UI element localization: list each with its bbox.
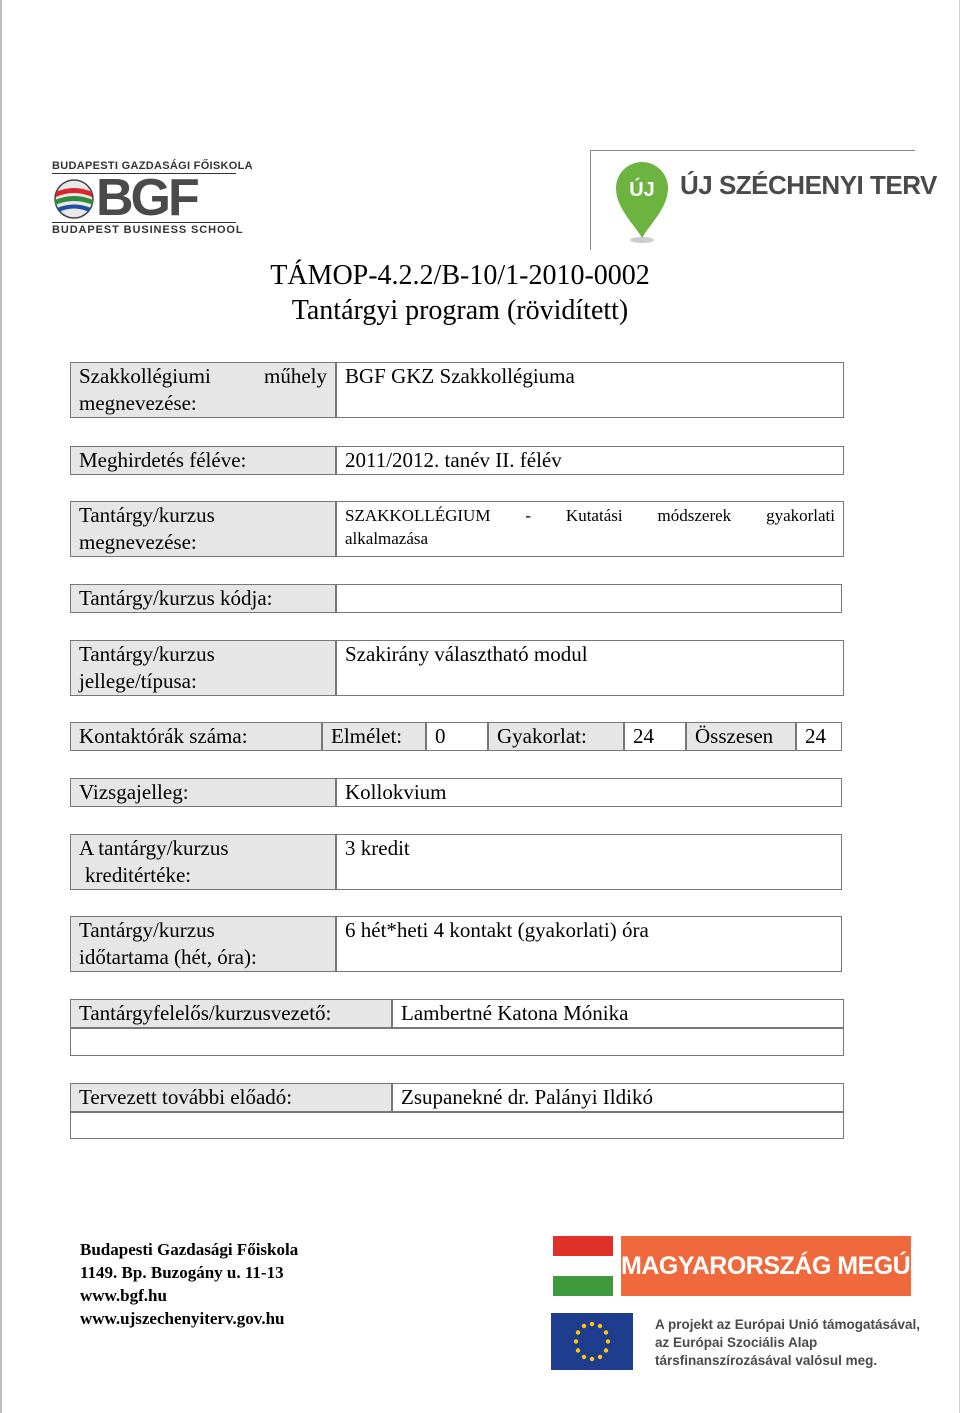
course-name-label-line1: Tantárgy/kurzus xyxy=(79,503,215,527)
workshop-label-part1: Szakkollégiumi xyxy=(79,364,211,388)
duration-value xyxy=(336,916,842,972)
course-type-value xyxy=(336,640,844,696)
responsible-label: Tantárgyfelelős/kurzusvezető: xyxy=(70,999,392,1028)
course-type-label-line1: Tantárgy/kurzus xyxy=(79,642,215,666)
szechenyi-pin-text: ÚJ xyxy=(629,179,655,201)
exam-type-label: Vizsgajelleg: xyxy=(70,778,336,807)
theory-label: Elmélet: xyxy=(322,722,426,751)
credit-label-line2: kreditértéke: xyxy=(85,863,192,887)
duration-value-text: 6 hét*heti 4 kontakt (gyakorlati) óra xyxy=(345,918,649,942)
credit-label xyxy=(70,834,336,890)
footer-link-ujszechenyiterv[interactable]: www.ujszechenyiterv.gov.hu xyxy=(80,1309,285,1328)
szechenyi-logo-text: ÚJ SZÉCHENYI TERV xyxy=(680,170,937,200)
exam-type-value: Kollokvium xyxy=(336,778,842,807)
eu-support-text xyxy=(655,1316,920,1370)
responsible-value: Lambertné Katona Mónika xyxy=(392,999,844,1028)
footer-address xyxy=(80,1238,298,1330)
course-name-value xyxy=(336,501,844,557)
course-name-label xyxy=(70,501,336,557)
bgf-logo-bottom-text: BUDAPEST BUSINESS SCHOOL xyxy=(52,224,244,236)
duration-label-line2: időtartama (hét, óra): xyxy=(79,945,257,969)
footer-link-bgf[interactable]: www.bgf.hu xyxy=(80,1286,167,1305)
course-name-value-line2: alkalmazása xyxy=(345,529,429,548)
footer-street: 1149. Bp. Buzogány u. 11-13 xyxy=(80,1263,284,1282)
lecturer-extra-row xyxy=(70,1112,844,1139)
course-name-label-line2: megnevezése: xyxy=(79,530,197,554)
semester-value: 2011/2012. tanév II. félév xyxy=(336,446,844,475)
bgf-logo-letters: BGF xyxy=(96,169,197,227)
course-code-label: Tantárgy/kurzus kódja: xyxy=(70,584,336,613)
location-pin-icon xyxy=(612,158,672,244)
contact-hours-label: Kontaktórák száma: xyxy=(70,722,322,751)
total-value: 24 xyxy=(796,722,842,751)
bgf-logo-top-text: BUDAPESTI GAZDASÁGI FŐISKOLA xyxy=(52,160,253,172)
bgf-logo xyxy=(52,160,253,236)
lecturer-value: Zsupanekné dr. Palányi Ildikó xyxy=(392,1083,844,1112)
eu-flag-icon xyxy=(551,1313,633,1370)
credit-label-line1: A tantárgy/kurzus xyxy=(79,836,229,860)
eu-support-line3: társfinanszírozásával valósul meg. xyxy=(655,1353,878,1368)
workshop-label xyxy=(70,362,336,418)
page-left-border xyxy=(0,0,2,1413)
semester-label: Meghirdetés féléve: xyxy=(70,446,336,475)
course-name-value-line1: SZAKKOLLÉGIUM - Kutatási módszerek gyakorlati xyxy=(345,506,835,525)
lecturer-label: Tervezett további előadó: xyxy=(70,1083,392,1112)
course-type-value-text: Szakirány választható modul xyxy=(345,642,588,666)
responsible-extra-row xyxy=(70,1028,844,1056)
duration-label xyxy=(70,916,336,972)
bgf-globe-icon xyxy=(52,178,96,220)
workshop-label-part2: műhely xyxy=(264,364,327,388)
total-label: Összesen xyxy=(686,722,796,751)
eu-support-line2: az Európai Szociális Alap xyxy=(655,1335,818,1350)
theory-value: 0 xyxy=(426,722,488,751)
program-title: Tantárgyi program (rövidített) xyxy=(291,295,629,326)
practice-label: Gyakorlat: xyxy=(488,722,624,751)
workshop-label-part3: megnevezése: xyxy=(79,391,197,415)
eu-support-line1: A projekt az Európai Unió támogatásával, xyxy=(655,1317,921,1332)
hungarian-flag-icon xyxy=(553,1236,613,1296)
credit-value xyxy=(336,834,842,890)
course-code-value xyxy=(336,584,842,613)
course-type-label xyxy=(70,640,336,696)
footer-institution: Budapesti Gazdasági Főiskola xyxy=(80,1240,299,1259)
project-code-title: TÁMOP-4.2.2/B-10/1-2010-0002 xyxy=(270,260,650,291)
practice-value: 24 xyxy=(624,722,686,751)
szechenyi-logo-frame-top xyxy=(590,150,915,151)
workshop-value-text: BGF GKZ Szakkollégiuma xyxy=(345,364,575,388)
szechenyi-logo-frame xyxy=(590,150,591,250)
workshop-value xyxy=(336,362,844,418)
magyarorszag-megujul-banner: MAGYARORSZÁG MEGÚJUL xyxy=(621,1236,911,1296)
course-type-label-line2: jellege/típusa: xyxy=(79,669,197,693)
duration-label-line1: Tantárgy/kurzus xyxy=(79,918,215,942)
credit-value-text: 3 kredit xyxy=(345,836,410,860)
